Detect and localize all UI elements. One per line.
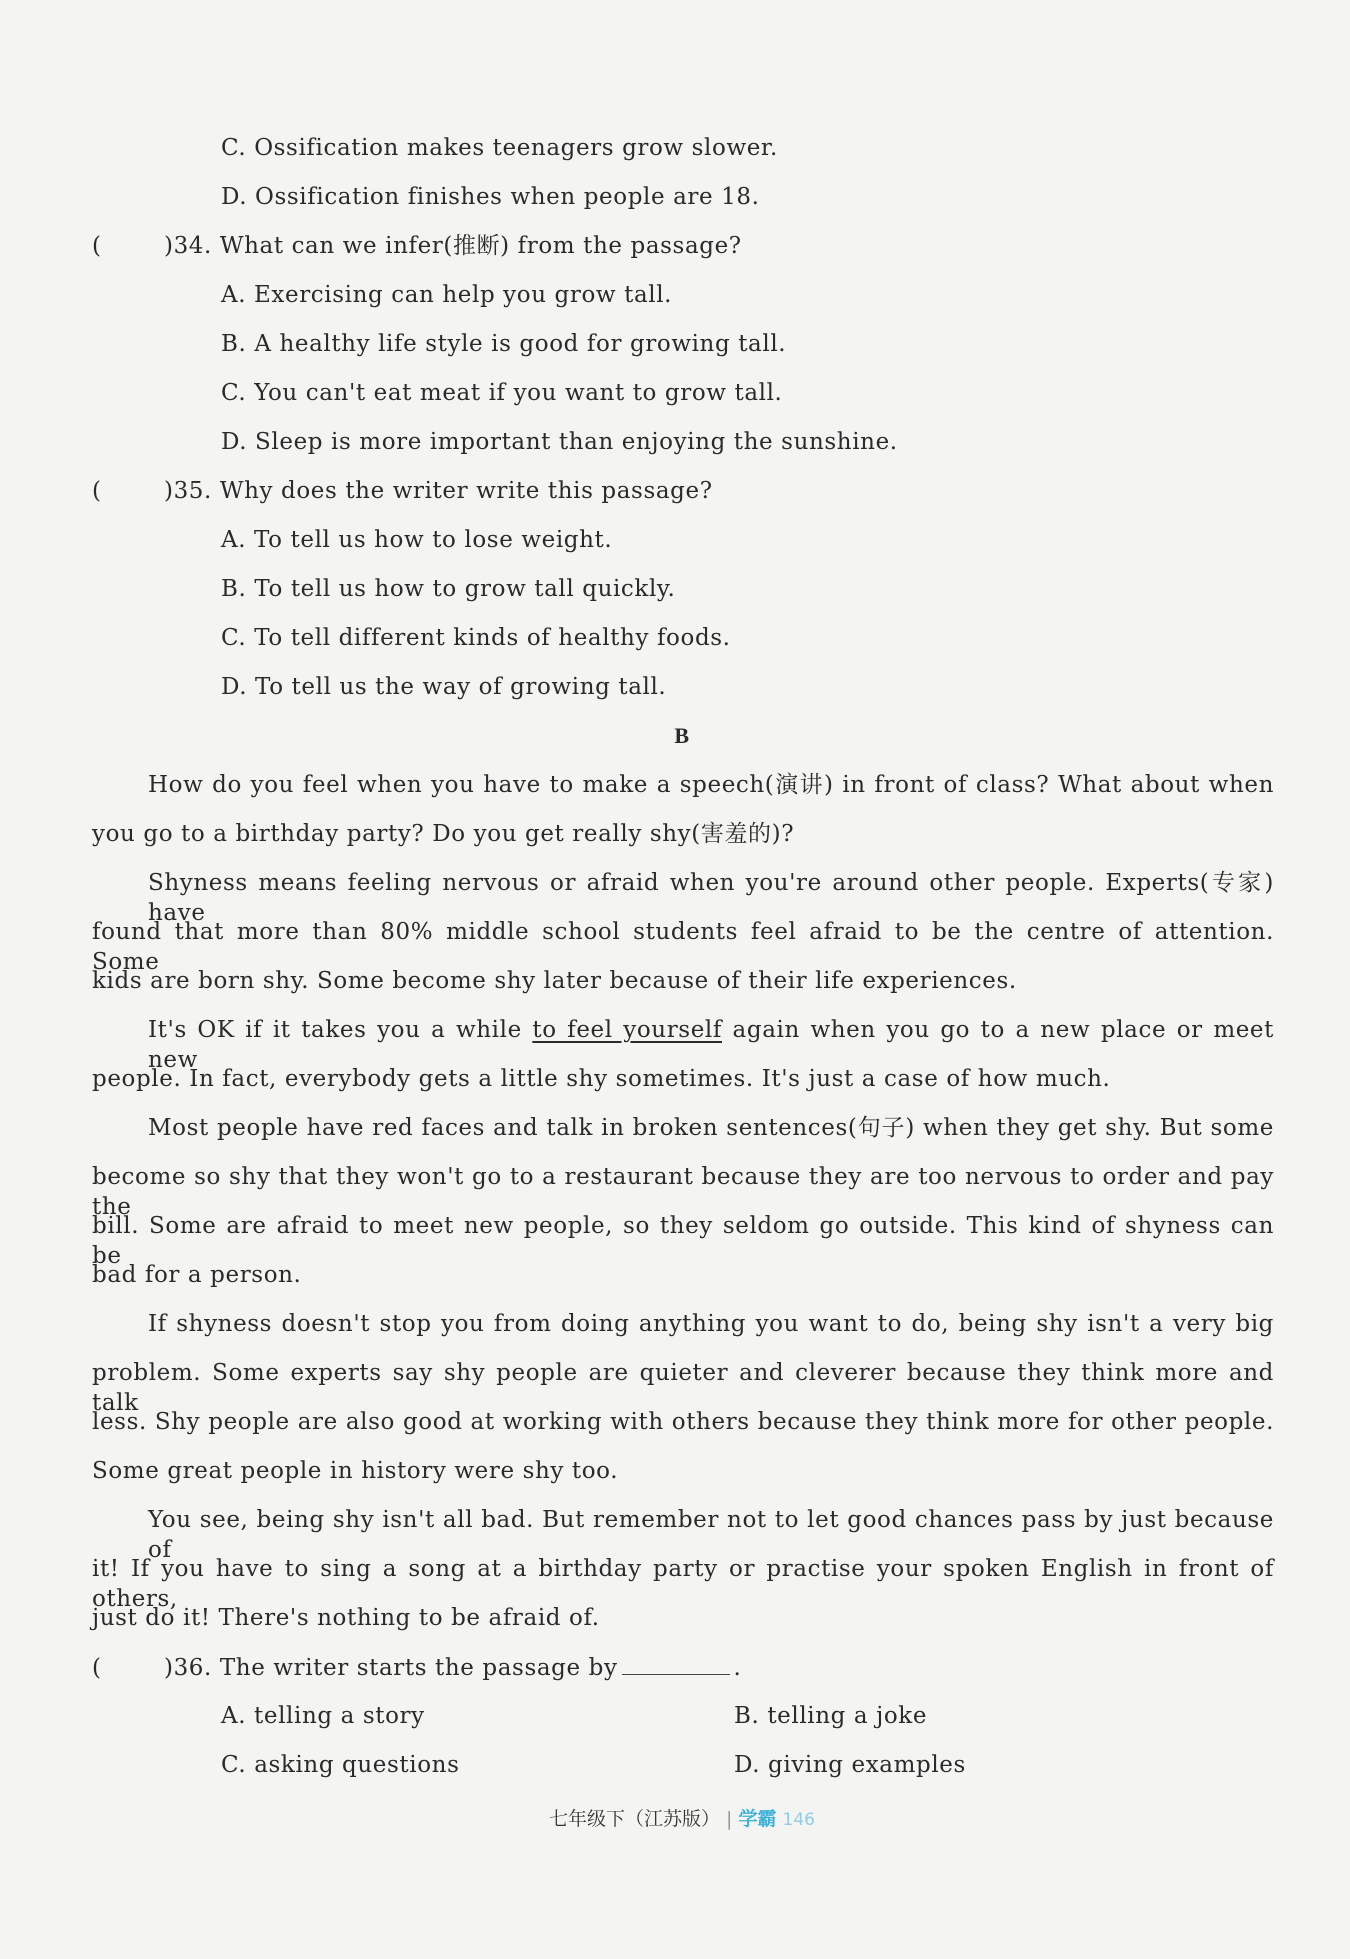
passage-text: again when you go to a new place or meet new [148,1017,1274,1073]
q36-option-d: D. giving examples [734,1752,966,1778]
q36-stem [92,1652,741,1683]
fill-blank[interactable] [622,1652,730,1675]
answer-paren[interactable]: ( [92,233,102,259]
q34-option-b: B. A healthy life style is good for growing tall. [221,331,787,357]
passage-line: people. In fact, everybody gets a little shy sometimes. It's just a case of how much. [92,1066,1111,1092]
passage-line: problem. Some experts say shy people are quieter and cleverer because they think more and talk [92,1360,1274,1416]
q33-option-d: D. Ossification finishes when people are 18. [221,184,760,210]
q35-stem [92,476,713,506]
q36-text: )36. The writer starts the passage by [164,1655,618,1681]
q36-option-b: B. telling a joke [734,1703,928,1729]
passage-line: Most people have red faces and talk in broken sentences(句子) when they get shy. But some [148,1115,1274,1141]
passage-line: you go to a birthday party? Do you get really shy(害羞的)? [92,821,795,847]
answer-paren[interactable]: ( [92,1655,102,1681]
page-number: 146 [782,1810,815,1830]
q36-option-a: A. telling a story [221,1703,425,1729]
passage-line: Shyness means feeling nervous or afraid when you're around other people. Experts(专家) have [148,870,1274,926]
passage-line: If shyness doesn't stop you from doing anything you want to do, being shy isn't a very big [148,1311,1274,1337]
q35-option-d: D. To tell us the way of growing tall. [221,674,667,700]
footer-divider: | [726,1808,733,1830]
section-heading: B [674,723,690,748]
passage-line: just do it! There's nothing to be afraid of. [92,1605,600,1631]
q36-period: . [733,1655,742,1681]
passage-text: It's OK if it takes you a while [148,1017,533,1043]
passage-line: less. Shy people are also good at working with others because they think more for other people. [92,1409,1274,1435]
grade-label: 七年级下（江苏版） [549,1808,721,1830]
q33-option-c: C. Ossification makes teenagers grow slower. [221,135,778,161]
underlined-phrase: to feel yourself [532,1017,722,1043]
passage-line: How do you feel when you have to make a speech(演讲) in front of class? What about when [148,772,1274,798]
page-footer [0,1804,1350,1831]
passage-line: kids are born shy. Some become shy later because of their life experiences. [92,968,1017,994]
passage-line: bad for a person. [92,1262,302,1288]
q34-stem [92,231,742,261]
passage-line: found that more than 80% middle school students feel afraid to be the centre of attention. Some [92,919,1274,975]
passage-line: Some great people in history were shy too. [92,1458,619,1484]
q34-option-a: A. Exercising can help you grow tall. [221,282,673,308]
q35-option-a: A. To tell us how to lose weight. [221,527,613,553]
q34-option-d: D. Sleep is more important than enjoying the sunshine. [221,429,898,455]
q35-option-c: C. To tell different kinds of healthy foods. [221,625,731,651]
q34-text: )34. What can we infer(推断) from the passage? [164,233,742,259]
answer-paren[interactable]: ( [92,478,102,504]
q35-text: )35. Why does the writer write this passage? [164,478,713,504]
passage-line: become so shy that they won't go to a restaurant because they are too nervous to order and pay the [92,1164,1274,1220]
passage-line: bill. Some are afraid to meet new people, so they seldom go outside. This kind of shyness can be [92,1213,1274,1269]
passage-line: it! If you have to sing a song at a birthday party or practise your spoken English in front of others, [92,1556,1274,1612]
q35-option-b: B. To tell us how to grow tall quickly. [221,576,676,602]
q34-option-c: C. You can't eat meat if you want to grow tall. [221,380,783,406]
passage-line: You see, being shy isn't all bad. But remember not to let good chances pass by just because of [148,1507,1274,1563]
q36-option-c: C. asking questions [221,1752,460,1778]
brand-name: 学霸 [738,1808,777,1830]
